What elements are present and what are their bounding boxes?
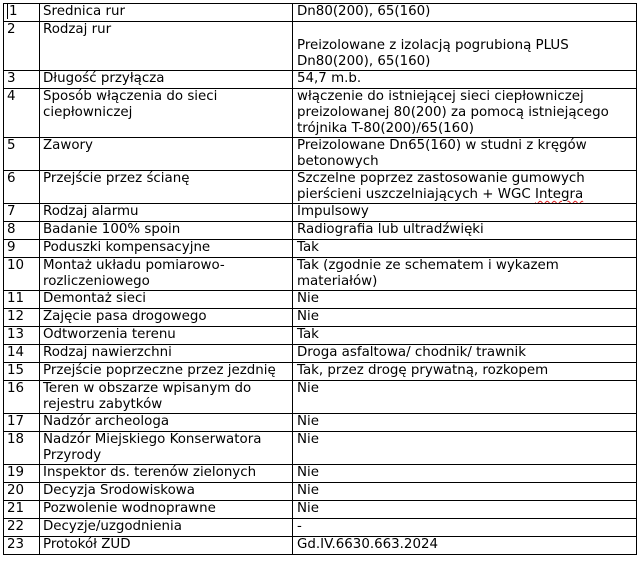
row-label: Rodzaj alarmu — [40, 204, 293, 222]
row-number: 17 — [4, 414, 40, 432]
row-number: 19 — [4, 465, 40, 483]
row-label: Zajęcie pasa drogowego — [40, 309, 293, 327]
row-value: - — [293, 519, 637, 537]
row-value: Tak (zgodnie ze schematem i wykazem materiałów) — [293, 258, 637, 291]
row-label: Rodzaj rur — [40, 22, 293, 71]
row-value: Gd.IV.6630.663.2024 — [293, 537, 637, 555]
row-number: 8 — [4, 222, 40, 240]
row-value: Tak — [293, 240, 637, 258]
specification-table — [3, 3, 637, 555]
table-row — [4, 309, 637, 327]
table-row — [4, 240, 637, 258]
row-number: 21 — [4, 501, 40, 519]
table-row — [4, 71, 637, 89]
row-number: 12 — [4, 309, 40, 327]
row-label: Odtworzenia terenu — [40, 327, 293, 345]
row-label: Decyzje/uzgodnienia — [40, 519, 293, 537]
row-label: Demontaż sieci — [40, 291, 293, 309]
row-value: Dn80(200), 65(160) — [293, 4, 637, 22]
row-label: Montaż układu pomiarowo-rozliczeniowego — [40, 258, 293, 291]
row-number: 10 — [4, 258, 40, 291]
table-row — [4, 4, 637, 22]
row-number: 11 — [4, 291, 40, 309]
spellcheck-word: Integra — [535, 187, 584, 202]
row-value: Preizolowane Dn65(160) w studni z kręgów betonowych — [293, 138, 637, 171]
row-number: 7 — [4, 204, 40, 222]
row-label: Przejście poprzeczne przez jezdnię — [40, 363, 293, 381]
row-label: Poduszki kompensacyjne — [40, 240, 293, 258]
row-label: Średnica rur — [40, 4, 293, 22]
row-number: 14 — [4, 345, 40, 363]
row-number: 15 — [4, 363, 40, 381]
row-label: Inspektor ds. terenów zielonych — [40, 465, 293, 483]
table-row — [4, 519, 637, 537]
row-number: 3 — [4, 71, 40, 89]
row-value: Radiografia lub ultradźwięki — [293, 222, 637, 240]
table-row — [4, 22, 637, 71]
table-row — [4, 204, 637, 222]
row-value: Nie — [293, 291, 637, 309]
table-row — [4, 222, 637, 240]
row-label: Przejście przez ścianę — [40, 171, 293, 204]
row-number: 5 — [4, 138, 40, 171]
table-row — [4, 138, 637, 171]
row-value: Nie — [293, 414, 637, 432]
row-label: Nadzór archeologa — [40, 414, 293, 432]
table-row — [4, 345, 637, 363]
row-label: Rodzaj nawierzchni — [40, 345, 293, 363]
row-number: 1 — [4, 4, 40, 22]
table-row — [4, 171, 637, 204]
table-row — [4, 327, 637, 345]
row-label: Długość przyłącza — [40, 71, 293, 89]
row-number: 16 — [4, 381, 40, 414]
row-value: 54,7 m.b. — [293, 71, 637, 89]
table-row — [4, 381, 637, 414]
table-row — [4, 291, 637, 309]
table-row — [4, 89, 637, 138]
row-number: 6 — [4, 171, 40, 204]
value-line: Preizolowane z izolacją pogrubioną PLUS — [297, 38, 569, 53]
row-label: Decyzja Środowiskowa — [40, 483, 293, 501]
row-value — [293, 171, 637, 204]
row-value: Nie — [293, 432, 637, 465]
table-row — [4, 483, 637, 501]
row-number: 9 — [4, 240, 40, 258]
table-row — [4, 432, 637, 465]
row-value: Impulsowy — [293, 204, 637, 222]
table-row — [4, 465, 637, 483]
row-label: Sposób włączenia do sieci ciepłowniczej — [40, 89, 293, 138]
row-label: Protokół ZUD — [40, 537, 293, 555]
table-row — [4, 258, 637, 291]
table-row — [4, 537, 637, 555]
row-value: Tak — [293, 327, 637, 345]
row-value: Tak, przez drogę prywatną, rozkopem — [293, 363, 637, 381]
value-line: Dn80(200), 65(160) — [297, 54, 431, 69]
table-row — [4, 363, 637, 381]
row-value: Droga asfaltowa/ chodnik/ trawnik — [293, 345, 637, 363]
table-row — [4, 501, 637, 519]
row-number: 2 — [4, 22, 40, 71]
row-value: Nie — [293, 381, 637, 414]
value-text: Szczelne poprzez zastosowanie gumowych pierścieni uszczelniających + WGC — [297, 171, 585, 202]
row-number: 20 — [4, 483, 40, 501]
row-number: 18 — [4, 432, 40, 465]
row-label: Pozwolenie wodnoprawne — [40, 501, 293, 519]
row-value — [293, 22, 637, 71]
row-label: Zawory — [40, 138, 293, 171]
row-label: Teren w obszarze wpisanym do rejestru zabytków — [40, 381, 293, 414]
row-value: Nie — [293, 309, 637, 327]
row-label: Nadzór Miejskiego Konserwatora Przyrody — [40, 432, 293, 465]
row-label: Badanie 100% spoin — [40, 222, 293, 240]
row-value: Nie — [293, 465, 637, 483]
row-number: 23 — [4, 537, 40, 555]
row-number: 22 — [4, 519, 40, 537]
row-number: 4 — [4, 89, 40, 138]
table-row — [4, 414, 637, 432]
row-number: 13 — [4, 327, 40, 345]
row-value: Nie — [293, 483, 637, 501]
row-value: włączenie do istniejącej sieci ciepłowniczej preizolowanej 80(200) za pomocą istniejącego trójnika T-80(200)/65(160) — [293, 89, 637, 138]
row-value: Nie — [293, 501, 637, 519]
